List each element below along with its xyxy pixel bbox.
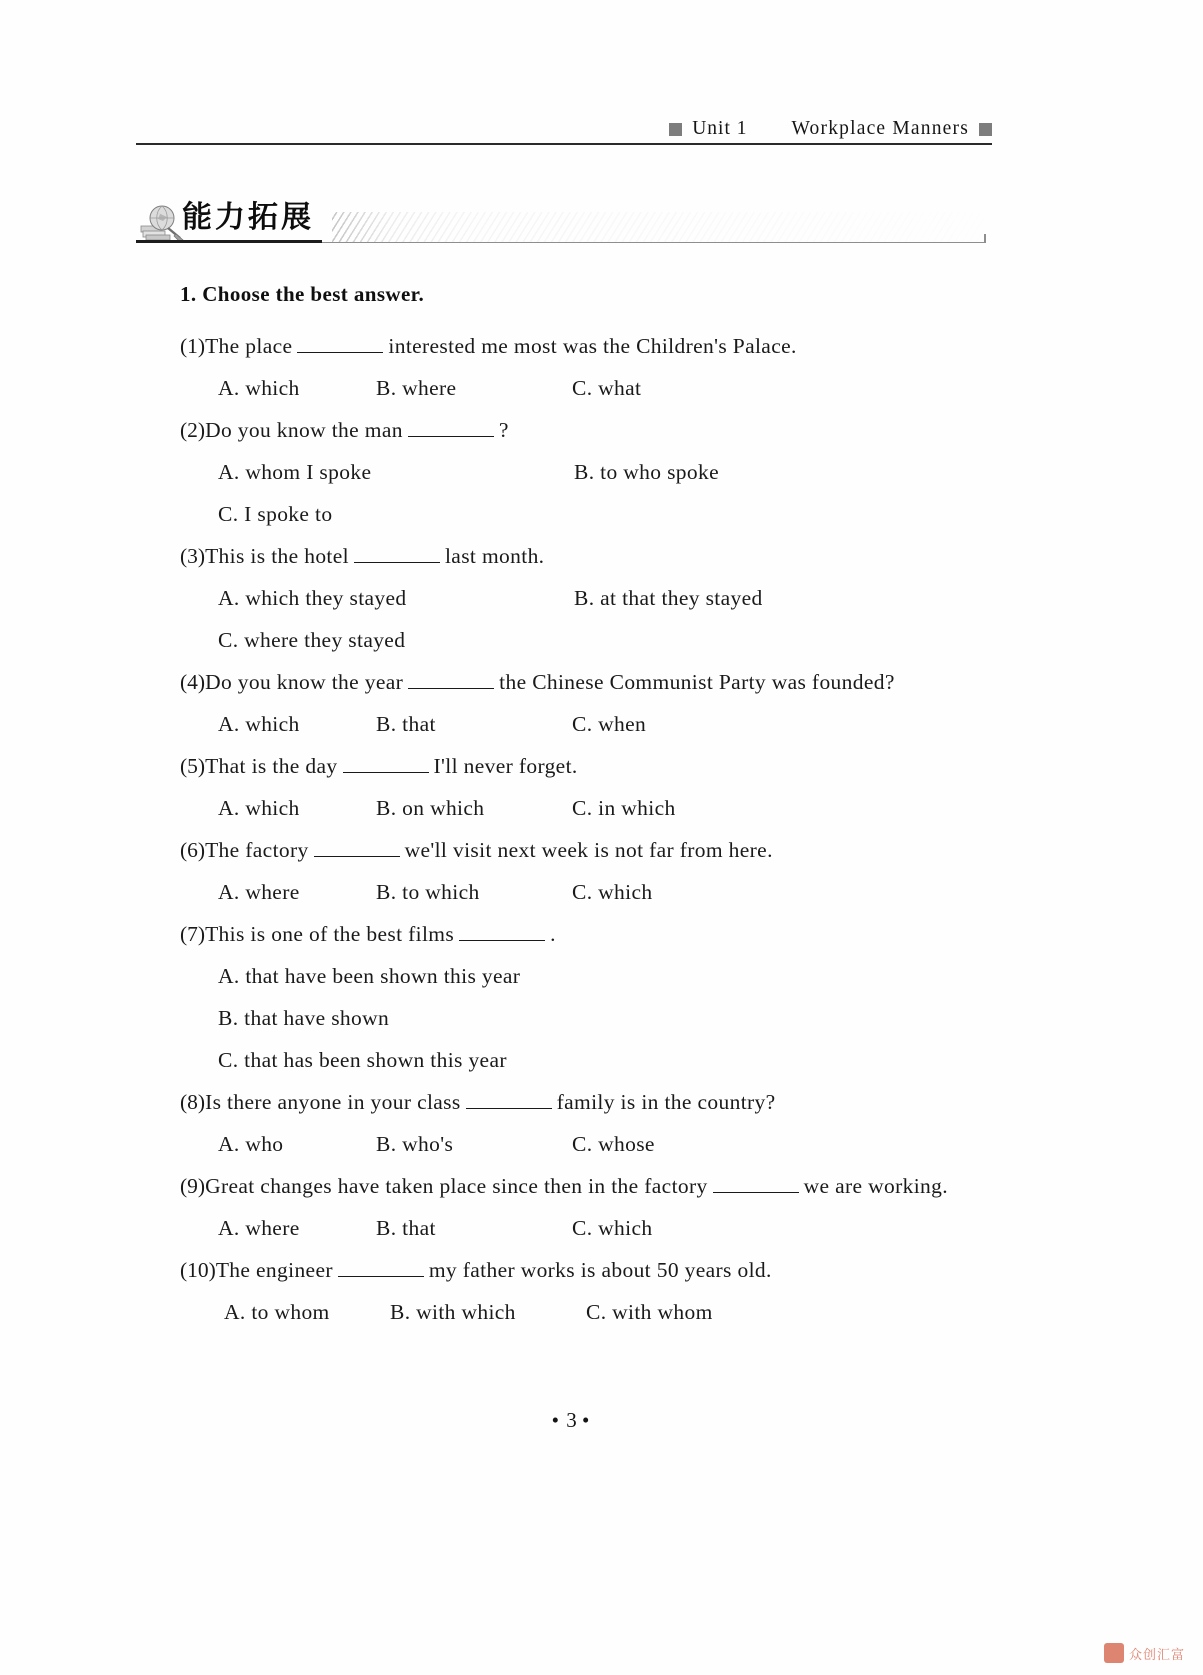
question-line [180, 1081, 992, 1123]
square-bullet-icon-right [979, 123, 992, 136]
options-row [180, 871, 992, 913]
option-c[interactable]: C. where they stayed [218, 628, 406, 652]
option-b[interactable]: B. to who spoke [574, 460, 719, 484]
option-a[interactable]: A. which [218, 712, 300, 736]
options-row [180, 703, 992, 745]
question-line [180, 913, 992, 955]
question-line [180, 325, 992, 367]
watermark-text: 众创汇富 [1128, 1647, 1185, 1663]
option-c[interactable]: C. whose [572, 1132, 655, 1156]
options-row [180, 451, 992, 493]
option-a[interactable]: A. that have been shown this year [218, 964, 521, 988]
question-number: (9) [180, 1174, 206, 1198]
option-a[interactable]: A. which [218, 796, 300, 820]
option-a[interactable]: A. which they stayed [218, 586, 407, 610]
question-line [180, 829, 992, 871]
header-title: Workplace Manners [791, 118, 969, 139]
question-number: (10) [180, 1258, 216, 1282]
option-b[interactable]: B. at that they stayed [574, 586, 763, 610]
question-line [180, 409, 992, 451]
question-number: (5) [180, 754, 206, 778]
question-text-post: . [550, 922, 556, 946]
option-c[interactable]: C. in which [572, 796, 676, 820]
options-row [180, 1123, 992, 1165]
question-text-pre: This is one of the best films [205, 922, 455, 946]
answer-blank[interactable] [343, 754, 429, 773]
answer-blank[interactable] [408, 418, 494, 437]
page-number-value: 3 [566, 1408, 577, 1432]
question-line [180, 1165, 992, 1207]
header-unit-label: Unit 1 [692, 118, 748, 139]
question-number: (6) [180, 838, 206, 862]
option-a[interactable]: A. who [218, 1132, 284, 1156]
globe-books-icon [140, 202, 186, 242]
options-row [180, 577, 992, 619]
question-number: (4) [180, 670, 206, 694]
option-c[interactable]: C. with whom [586, 1300, 713, 1324]
options-row [180, 1207, 992, 1249]
question-text-post: interested me most was the Children's Palace. [388, 334, 797, 358]
exercise-title: 1. Choose the best answer. [180, 282, 425, 306]
question-text-pre: Do you know the man [205, 418, 403, 442]
answer-blank[interactable] [314, 838, 400, 857]
question-number: (7) [180, 922, 206, 946]
option-c[interactable]: C. which [572, 880, 653, 904]
answer-blank[interactable] [338, 1258, 424, 1277]
option-b[interactable]: B. that have shown [218, 1006, 390, 1030]
question-line [180, 745, 992, 787]
watermark [1104, 1643, 1185, 1663]
banner-underline-left [136, 240, 322, 243]
answer-blank[interactable] [354, 544, 440, 563]
question-text-post: I'll never forget. [433, 754, 578, 778]
answer-blank[interactable] [459, 922, 545, 941]
option-a[interactable]: A. where [218, 880, 300, 904]
option-b[interactable]: B. that [376, 712, 436, 736]
header-divider [136, 143, 992, 145]
answer-blank[interactable] [297, 334, 383, 353]
option-a[interactable]: A. which [218, 376, 300, 400]
question-number: (8) [180, 1090, 206, 1114]
question-number: (1) [180, 334, 206, 358]
option-b[interactable]: B. on which [376, 796, 485, 820]
question-number: (2) [180, 418, 206, 442]
question-text-post: we'll visit next week is not far from here. [404, 838, 773, 862]
running-header [136, 100, 992, 140]
question-text-pre: The engineer [215, 1258, 333, 1282]
options-row [180, 955, 992, 997]
options-row [180, 619, 992, 661]
watermark-badge-icon [1104, 1643, 1124, 1663]
option-c[interactable]: C. when [572, 712, 647, 736]
question-text-pre: This is the hotel [205, 544, 349, 568]
square-bullet-icon [669, 123, 682, 136]
section-title: 能力拓展 [182, 200, 314, 235]
question-text-pre: That is the day [205, 754, 338, 778]
options-row [180, 1291, 992, 1333]
question-line [180, 1249, 992, 1291]
question-text-post: the Chinese Communist Party was founded? [499, 670, 895, 694]
banner-rule-cap [984, 234, 986, 243]
question-text-pre: The factory [205, 838, 309, 862]
option-c[interactable]: C. what [572, 376, 642, 400]
question-line [180, 661, 992, 703]
options-row [180, 367, 992, 409]
question-text-pre: Do you know the year [205, 670, 404, 694]
option-c[interactable]: C. I spoke to [218, 502, 333, 526]
option-a[interactable]: A. where [218, 1216, 300, 1240]
exercise-body [136, 282, 992, 1333]
options-row [180, 787, 992, 829]
option-b[interactable]: B. who's [376, 1132, 454, 1156]
question-text-pre: The place [205, 334, 293, 358]
banner-rule [322, 242, 984, 243]
section-banner [136, 196, 992, 248]
question-text-post: ? [498, 418, 509, 442]
question-text-post: we are working. [803, 1174, 948, 1198]
option-c[interactable]: C. that has been shown this year [218, 1048, 507, 1072]
option-b[interactable]: B. to which [376, 880, 480, 904]
answer-blank[interactable] [408, 670, 494, 689]
options-row [180, 997, 992, 1039]
question-text-post: last month. [444, 544, 545, 568]
option-a[interactable]: A. whom I spoke [218, 460, 372, 484]
question-text-post: my father works is about 50 years old. [428, 1258, 772, 1282]
option-b[interactable]: B. with which [390, 1300, 516, 1324]
answer-blank[interactable] [713, 1174, 799, 1193]
option-a[interactable]: A. to whom [224, 1300, 330, 1324]
option-b[interactable]: B. where [376, 376, 457, 400]
answer-blank[interactable] [466, 1090, 552, 1109]
question-number: (3) [180, 544, 206, 568]
option-b[interactable]: B. that [376, 1216, 436, 1240]
banner-decoration [332, 212, 984, 242]
page-number [0, 1408, 1203, 1433]
options-row [180, 1039, 992, 1081]
question-text-post: family is in the country? [556, 1090, 776, 1114]
question-line [180, 535, 992, 577]
page-dot-left: • [551, 1408, 561, 1432]
option-c[interactable]: C. which [572, 1216, 653, 1240]
question-text-pre: Is there anyone in your class [205, 1090, 461, 1114]
options-row [180, 493, 992, 535]
page-dot-right: • [582, 1408, 592, 1432]
question-text-pre: Great changes have taken place since then in the factory [205, 1174, 708, 1198]
